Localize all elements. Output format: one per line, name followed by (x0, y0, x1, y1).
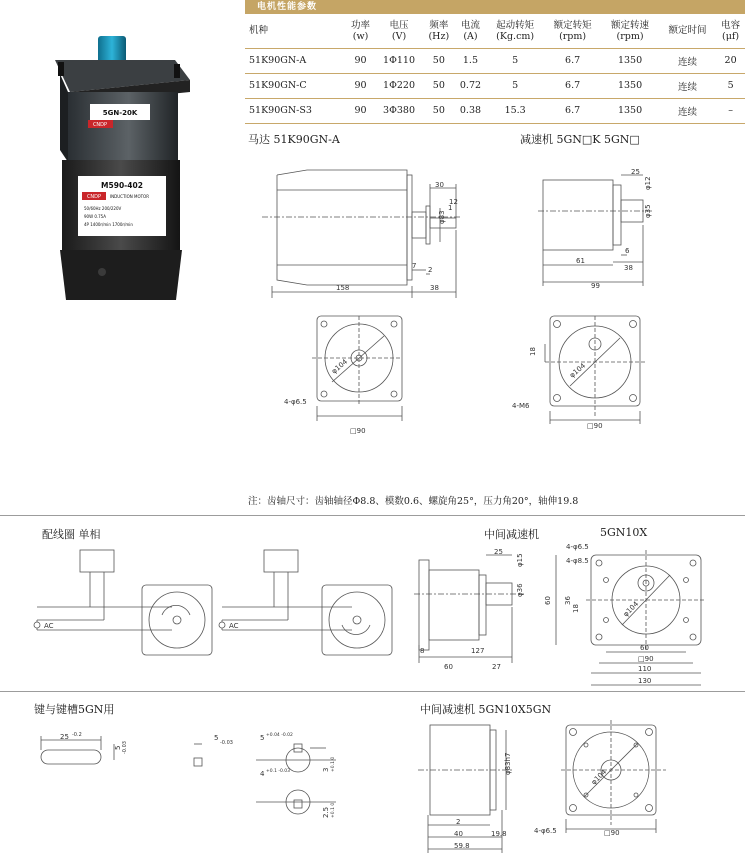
photo-brand-top: CNDP (92, 122, 108, 128)
dim-motor-30: 30 (435, 181, 444, 189)
dim-gear-front-18: 18 (529, 347, 537, 356)
spec-table-title: 电机性能参数 (245, 0, 745, 14)
spec-cell: 1350 (601, 73, 658, 98)
spec-col-header: 频率 (Hz) (423, 14, 454, 48)
dim-mid-8: 8 (420, 647, 425, 655)
wiring-title: 配线圈 单相 (42, 528, 101, 541)
spec-cell: 5 (716, 73, 745, 98)
dim-gear-25: 25 (631, 168, 640, 176)
spec-col-header: 起动转矩 (Kg.cm) (486, 14, 543, 48)
dim-motor-1: 1 (448, 204, 453, 212)
dim-key2-w: 5 (214, 734, 219, 742)
spec-col-header: 机种 (245, 14, 346, 48)
photo-brand: CNDP (86, 194, 102, 200)
dim-gear-61: 61 (576, 257, 585, 265)
dim-key1-len-tol: -0.2 (72, 732, 82, 738)
spec-cell: 1Φ220 (375, 73, 423, 98)
photo-gearbox-label: 5GN-20K (102, 109, 138, 117)
dim-key3-d: 2.5 (322, 806, 330, 818)
spec-cell: 1Φ110 (375, 48, 423, 73)
dim-key1-w-tol: -0.03 (122, 741, 128, 754)
spec-cell: 90 (346, 98, 375, 123)
gearbox-side-drawing (538, 170, 658, 290)
motor-photo (0, 0, 242, 320)
dim-mid2-front-holes: 4-φ6.5 (534, 827, 557, 835)
photo-spec-3: 4P 1400r/min 1700r/min (84, 222, 133, 227)
dim-mid2-59: 59.8 (454, 842, 470, 850)
spec-cell: 51K90GN-C (245, 73, 346, 98)
dim-mid2-40: 40 (454, 830, 463, 838)
dim-mid-7: 7 (480, 647, 485, 655)
dim-motor-158: 158 (336, 284, 350, 292)
dim-motor-12: 12 (449, 198, 458, 206)
spec-cell: – (716, 98, 745, 123)
dim-gear-front-104: φ104 (568, 361, 588, 380)
dim-mid-front-36: 36 (564, 596, 572, 605)
spec-cell: 50 (423, 48, 454, 73)
spec-cell: 6.7 (544, 48, 601, 73)
dim-mid-front-90: □90 (638, 655, 654, 663)
motor-front-drawing (284, 316, 402, 435)
dim-mid2-83: φ83h7 (504, 752, 512, 775)
dim-mid-27: 27 (492, 663, 501, 671)
dim-key3-b: 4 (260, 770, 265, 778)
mid-reducer-model: 5GN10X (600, 526, 648, 539)
dim-key3-a-tol: +0.04 -0.02 (266, 733, 293, 738)
spec-cell: 6.7 (544, 98, 601, 123)
mid-reducer-front (544, 543, 716, 695)
spec-col-header: 功率 (w) (346, 14, 375, 48)
dim-key3-b-tol: +0.1 -0.03 (266, 769, 291, 774)
dim-motor-2: 2 (428, 266, 433, 274)
dim-key2-w-tol: -0.03 (220, 740, 233, 746)
mid-reducer2-front (534, 715, 686, 837)
divider-1 (0, 515, 745, 516)
spec-cell: 连续 (659, 73, 716, 98)
wiring-ac-right: AC (229, 622, 239, 630)
dim-motor-front-holes: 4-φ6.5 (284, 398, 307, 406)
dim-mid2-19: 19.8 (491, 830, 507, 838)
dim-mid-60: 60 (444, 663, 453, 671)
spec-cell: 5 (486, 48, 543, 73)
photo-spec-2: 90W 0.75A (84, 214, 106, 219)
dim-mid-front-60: 60 (640, 644, 649, 652)
wiring-diagram (32, 545, 412, 675)
spec-cell: 连续 (659, 48, 716, 73)
dim-mid2-front-104: φ104 (589, 768, 609, 787)
motor-side-drawing (262, 170, 462, 290)
spec-col-header: 额定转速 (rpm) (601, 14, 658, 48)
spec-cell: 1350 (601, 98, 658, 123)
spec-cell: 1350 (601, 48, 658, 73)
spec-cell: 1.5 (454, 48, 486, 73)
gear-note: 注：齿轴尺寸：齿轴轴径Φ8.8、模数0.6、螺旋角25°，压力角20°，轴伸19.8 (248, 496, 579, 507)
dim-mid-front-holes2: 4-φ8.5 (566, 557, 589, 565)
dim-mid2-front-90: □90 (604, 829, 620, 837)
dim-mid-12: 12 (471, 647, 480, 655)
wiring-ac-left: AC (44, 622, 54, 630)
spec-cell: 15.3 (486, 98, 543, 123)
mid-reducer2-side (418, 715, 518, 855)
dim-motor-front-104: φ104 (330, 357, 350, 376)
photo-motor-type: INDUCTION MOTOR (110, 194, 149, 199)
dim-motor-7: 7 (412, 262, 417, 270)
spec-col-header: 电流 (A) (454, 14, 486, 48)
spec-table-body (245, 48, 745, 123)
dim-gear-front-90: □90 (587, 422, 603, 430)
dim-key1-w: 5 (114, 745, 122, 750)
dim-gear-12: φ12 (644, 176, 652, 190)
spec-cell: 50 (423, 98, 454, 123)
dim-key3-c-tol: +0.1 0 (331, 756, 336, 772)
spec-col-header: 电容 (μf) (716, 14, 745, 48)
dim-mid-front-104: φ104 (621, 600, 641, 619)
dim-mid-front-130: 130 (638, 677, 652, 685)
key-drawing-1 (36, 730, 146, 780)
dim-mid-36: φ36 (516, 583, 524, 597)
dim-mid-front-110: 110 (638, 665, 652, 673)
gearbox-title: 减速机 5GN□K 5GN□ (520, 133, 640, 146)
dim-gear-front-holes: 4-M6 (512, 402, 530, 410)
spec-cell: 0.38 (454, 98, 486, 123)
dim-mid-front-holes1: 4-φ6.5 (566, 543, 589, 551)
dim-motor-83: φ83 (438, 210, 446, 224)
dim-key3-d-tol: +0.1 0 (331, 802, 336, 818)
spec-cell: 5 (486, 73, 543, 98)
spec-cell: 90 (346, 48, 375, 73)
mid-reducer2-title: 中间减速机 5GN10X5GN (420, 703, 552, 716)
spec-cell: 90 (346, 73, 375, 98)
mid-reducer-side (414, 545, 544, 675)
dim-motor-front-90: □90 (350, 427, 366, 435)
spec-cell: 51K90GN-S3 (245, 98, 346, 123)
photo-motor-model: M590-402 (101, 181, 143, 190)
dim-gear-35: φ35 (644, 204, 652, 218)
dim-mid-15: φ15 (516, 553, 524, 567)
spec-table-row (245, 73, 745, 98)
spec-cell: 20 (716, 48, 745, 73)
gearbox-front-drawing (512, 316, 645, 430)
dim-gear-38: 38 (624, 264, 633, 272)
dim-mid-front-60b: 60 (544, 596, 552, 605)
key-title: 键与键槽5GN用 (34, 703, 115, 716)
divider-2 (0, 691, 745, 692)
spec-col-header: 电压 (V) (375, 14, 423, 48)
dim-mid-25: 25 (494, 548, 503, 556)
photo-spec-1: 50/60Hz 200/220V (84, 206, 122, 211)
key-drawing-2 (184, 730, 244, 780)
dim-key3-c: 3 (322, 767, 330, 772)
spec-cell: 6.7 (544, 73, 601, 98)
spec-cell: 51K90GN-A (245, 48, 346, 73)
key-drawing-3 (256, 730, 366, 830)
spec-cell: 3Φ380 (375, 98, 423, 123)
spec-col-header: 额定时间 (659, 14, 716, 48)
dim-gear-6: 6 (625, 247, 630, 255)
spec-table-row (245, 48, 745, 73)
dim-mid2-2: 2 (456, 818, 461, 826)
dim-gear-99: 99 (591, 282, 600, 290)
spec-col-header: 额定转矩 (rpm) (544, 14, 601, 48)
spec-table (245, 14, 745, 124)
mid-reducer-title: 中间减速机 (484, 528, 539, 541)
spec-table-header (245, 14, 745, 48)
spec-cell: 50 (423, 73, 454, 98)
motor-photo-svg (0, 0, 242, 320)
dim-mid-front-18: 18 (572, 604, 580, 613)
motor-title: 马达 51K90GN-A (248, 133, 340, 146)
spec-cell: 0.72 (454, 73, 486, 98)
dim-key1-len: 25 (60, 733, 69, 741)
spec-cell: 连续 (659, 98, 716, 123)
dim-key3-a: 5 (260, 734, 265, 742)
spec-table-row (245, 98, 745, 123)
dim-motor-38: 38 (430, 284, 439, 292)
